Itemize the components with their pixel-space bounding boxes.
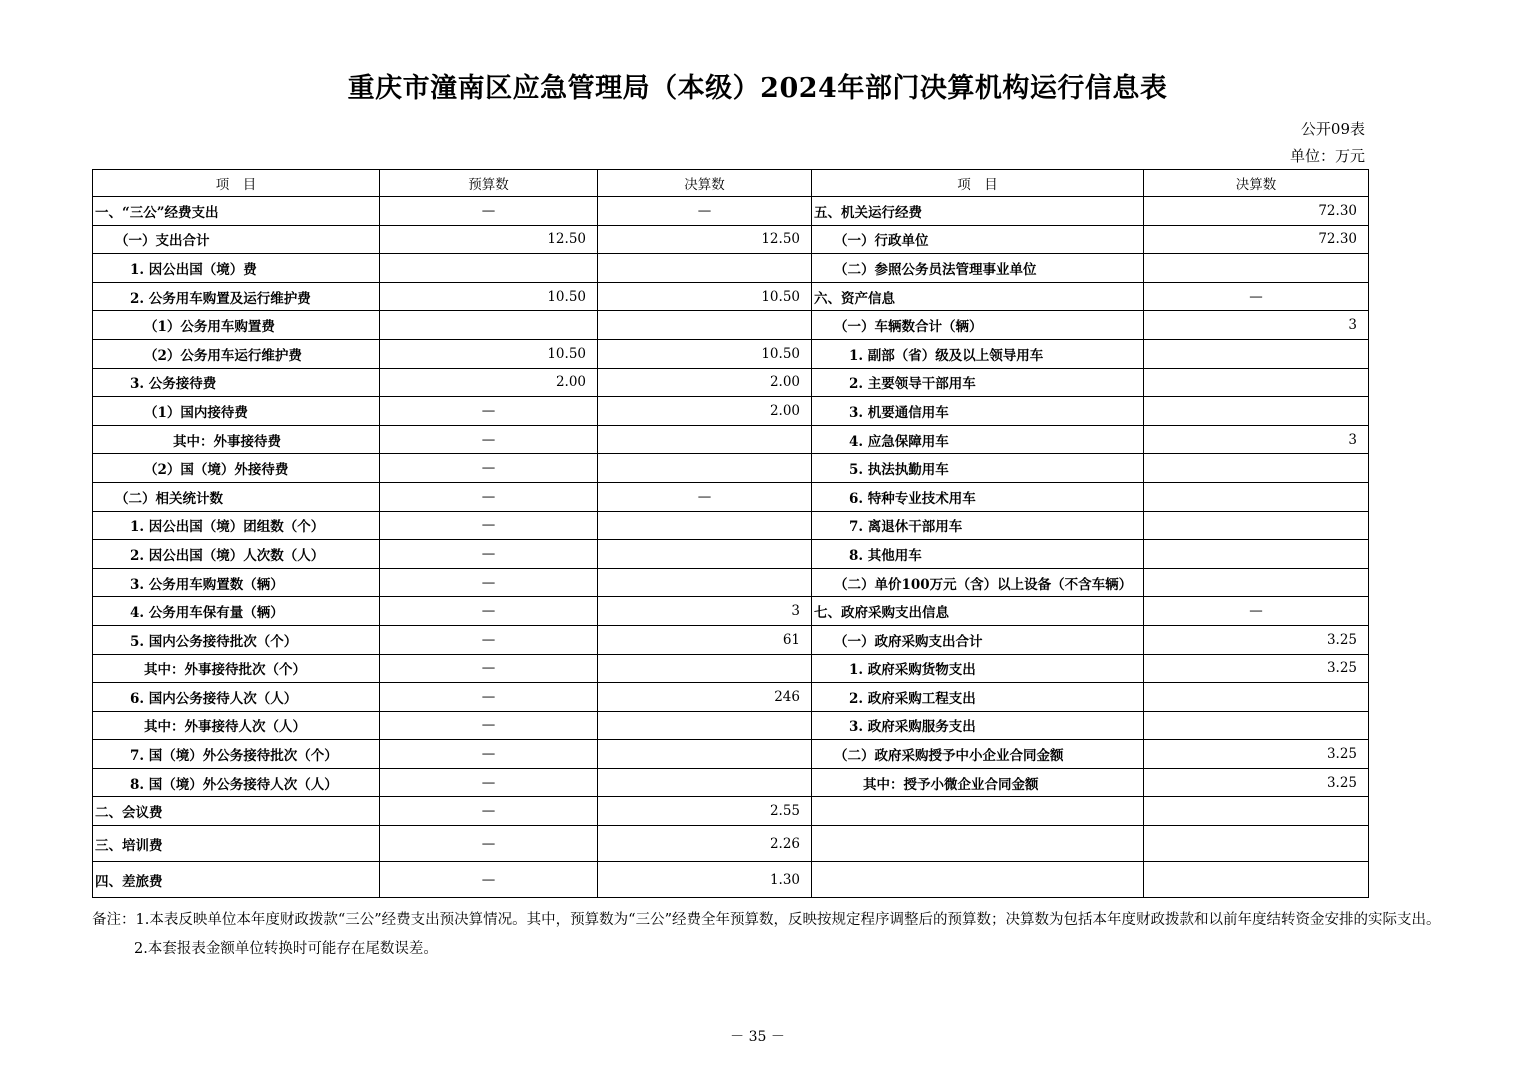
left-item-cell: （2）公务用车运行维护费	[93, 339, 380, 368]
final-cell-right	[1144, 254, 1369, 283]
final-cell-left: 3	[598, 597, 812, 626]
right-item-cell: 3. 机要通信用车	[812, 397, 1144, 426]
right-item-cell: 其中：授予小微企业合同金额	[812, 768, 1144, 797]
note-1: 备注：1.本表反映单位本年度财政拨款“三公”经费支出预决算情况。其中，预算数为“三公”经费全年预算数，反映按规定程序调整后的预算数；决算数为包括本年度财政拨款和以前年度结转资金安排的实际支出。	[92, 912, 1441, 928]
budget-cell: —	[380, 511, 598, 540]
left-item-cell: 四、差旅费	[93, 862, 380, 898]
budget-cell	[380, 311, 598, 340]
right-item-cell: （一）车辆数合计（辆）	[812, 311, 1144, 340]
budget-cell: 10.50	[380, 339, 598, 368]
final-cell-right	[1144, 711, 1369, 740]
budget-cell: —	[380, 826, 598, 862]
table-row	[93, 511, 1369, 540]
left-item-cell: 8. 国（境）外公务接待人次（人）	[93, 768, 380, 797]
left-item-cell: 其中：外事接待人次（人）	[93, 711, 380, 740]
left-item-cell: 三、培训费	[93, 826, 380, 862]
final-cell-left: 12.50	[598, 225, 812, 254]
header-final-right: 决算数	[1144, 170, 1369, 197]
right-item-cell: 7. 离退休干部用车	[812, 511, 1144, 540]
table-row	[93, 397, 1369, 426]
header-final-left: 决算数	[598, 170, 812, 197]
page-title: 重庆市潼南区应急管理局（本级）2024年部门决算机构运行信息表	[347, 73, 1168, 104]
header-item-right: 项 目	[812, 170, 1144, 197]
table-row	[93, 197, 1369, 226]
right-item-cell: 3. 政府采购服务支出	[812, 711, 1144, 740]
right-item-cell: 六、资产信息	[812, 282, 1144, 311]
final-cell-right: 3	[1144, 311, 1369, 340]
final-cell-left	[598, 254, 812, 283]
final-cell-left: 1.30	[598, 862, 812, 898]
right-item-cell: （一）行政单位	[812, 225, 1144, 254]
table-row	[93, 482, 1369, 511]
right-item-cell: 2. 政府采购工程支出	[812, 683, 1144, 712]
budget-cell: —	[380, 454, 598, 483]
final-cell-left	[598, 511, 812, 540]
left-item-cell: 1. 因公出国（境）团组数（个）	[93, 511, 380, 540]
table-row	[93, 862, 1369, 898]
left-item-cell: 6. 国内公务接待人次（人）	[93, 683, 380, 712]
final-cell-left	[598, 740, 812, 769]
table-row	[93, 768, 1369, 797]
left-item-cell: 3. 公务接待费	[93, 368, 380, 397]
final-cell-right: 3.25	[1144, 768, 1369, 797]
budget-cell: —	[380, 625, 598, 654]
right-item-cell	[812, 826, 1144, 862]
left-item-cell: 2. 公务用车购置及运行维护费	[93, 282, 380, 311]
final-cell-right	[1144, 797, 1369, 826]
budget-cell: —	[380, 597, 598, 626]
budget-cell: 12.50	[380, 225, 598, 254]
final-cell-left: 246	[598, 683, 812, 712]
note-2: 2.本套报表金额单位转换时可能存在尾数误差。	[134, 941, 438, 957]
left-item-cell: 3. 公务用车购置数（辆）	[93, 568, 380, 597]
table-row	[93, 540, 1369, 569]
table-row	[93, 339, 1369, 368]
budget-cell: —	[380, 862, 598, 898]
right-item-cell: （二）参照公务员法管理事业单位	[812, 254, 1144, 283]
final-cell-right	[1144, 454, 1369, 483]
final-cell-left: —	[598, 482, 812, 511]
notes	[92, 906, 1472, 964]
table-row	[93, 711, 1369, 740]
budget-cell: 2.00	[380, 368, 598, 397]
final-cell-left	[598, 711, 812, 740]
right-item-cell: （二）政府采购授予中小企业合同金额	[812, 740, 1144, 769]
final-cell-left	[598, 311, 812, 340]
final-cell-left: 2.00	[598, 397, 812, 426]
budget-cell: —	[380, 654, 598, 683]
budget-cell: —	[380, 397, 598, 426]
final-cell-right	[1144, 368, 1369, 397]
left-item-cell: 4. 公务用车保有量（辆）	[93, 597, 380, 626]
left-item-cell: （1）国内接待费	[93, 397, 380, 426]
budget-cell: —	[380, 711, 598, 740]
right-item-cell: 6. 特种专业技术用车	[812, 482, 1144, 511]
final-cell-right	[1144, 540, 1369, 569]
budget-table	[92, 169, 1369, 898]
budget-cell: —	[380, 425, 598, 454]
right-item-cell: （二）单价100万元（含）以上设备（不含车辆）	[812, 568, 1144, 597]
final-cell-left: —	[598, 197, 812, 226]
final-cell-right: 3.25	[1144, 740, 1369, 769]
header-item-left: 项 目	[93, 170, 380, 197]
right-item-cell	[812, 797, 1144, 826]
final-cell-right	[1144, 339, 1369, 368]
budget-cell: —	[380, 683, 598, 712]
budget-cell: —	[380, 740, 598, 769]
right-item-cell: 8. 其他用车	[812, 540, 1144, 569]
left-item-cell: （一）支出合计	[93, 225, 380, 254]
right-item-cell: 5. 执法执勤用车	[812, 454, 1144, 483]
table-row	[93, 568, 1369, 597]
final-cell-right: 72.30	[1144, 197, 1369, 226]
final-cell-right: 72.30	[1144, 225, 1369, 254]
final-cell-left	[598, 568, 812, 597]
right-item-cell: （一）政府采购支出合计	[812, 625, 1144, 654]
budget-cell	[380, 254, 598, 283]
table-row	[93, 282, 1369, 311]
right-item-cell: 4. 应急保障用车	[812, 425, 1144, 454]
table-code: 公开09表	[1300, 120, 1365, 138]
final-cell-left	[598, 540, 812, 569]
final-cell-right	[1144, 482, 1369, 511]
table-header-row	[93, 170, 1369, 197]
table-row	[93, 740, 1369, 769]
final-cell-left: 2.26	[598, 826, 812, 862]
table-row	[93, 425, 1369, 454]
final-cell-right	[1144, 862, 1369, 898]
budget-cell: —	[380, 197, 598, 226]
final-cell-right	[1144, 511, 1369, 540]
right-item-cell: 1. 副部（省）级及以上领导用车	[812, 339, 1144, 368]
final-cell-left: 61	[598, 625, 812, 654]
header-budget: 预算数	[380, 170, 598, 197]
left-item-cell: 二、会议费	[93, 797, 380, 826]
final-cell-right	[1144, 683, 1369, 712]
left-item-cell: （2）国（境）外接待费	[93, 454, 380, 483]
table-row	[93, 683, 1369, 712]
budget-cell: —	[380, 768, 598, 797]
final-cell-left: 10.50	[598, 339, 812, 368]
table-row	[93, 797, 1369, 826]
table-row	[93, 225, 1369, 254]
left-item-cell: 1. 因公出国（境）费	[93, 254, 380, 283]
final-cell-left: 2.55	[598, 797, 812, 826]
right-item-cell	[812, 862, 1144, 898]
final-cell-right: 3	[1144, 425, 1369, 454]
right-item-cell: 2. 主要领导干部用车	[812, 368, 1144, 397]
left-item-cell: 5. 国内公务接待批次（个）	[93, 625, 380, 654]
final-cell-right: —	[1144, 282, 1369, 311]
left-item-cell: 2. 因公出国（境）人次数（人）	[93, 540, 380, 569]
table-row	[93, 826, 1369, 862]
right-item-cell: 七、政府采购支出信息	[812, 597, 1144, 626]
final-cell-right	[1144, 397, 1369, 426]
left-item-cell: （二）相关统计数	[93, 482, 380, 511]
right-item-cell: 五、机关运行经费	[812, 197, 1144, 226]
final-cell-left	[598, 768, 812, 797]
page-number: － 35 －	[730, 1029, 785, 1045]
final-cell-left	[598, 425, 812, 454]
budget-cell: —	[380, 568, 598, 597]
final-cell-right: 3.25	[1144, 654, 1369, 683]
budget-cell: —	[380, 482, 598, 511]
left-item-cell: 其中：外事接待费	[93, 425, 380, 454]
final-cell-right	[1144, 826, 1369, 862]
table-row	[93, 625, 1369, 654]
final-cell-left: 10.50	[598, 282, 812, 311]
table-row	[93, 454, 1369, 483]
left-item-cell: 其中：外事接待批次（个）	[93, 654, 380, 683]
right-item-cell: 1. 政府采购货物支出	[812, 654, 1144, 683]
final-cell-right: —	[1144, 597, 1369, 626]
left-item-cell: 一、“三公”经费支出	[93, 197, 380, 226]
table-row	[93, 311, 1369, 340]
left-item-cell: 7. 国（境）外公务接待批次（个）	[93, 740, 380, 769]
table-row	[93, 254, 1369, 283]
table-row	[93, 654, 1369, 683]
final-cell-left	[598, 654, 812, 683]
budget-cell: —	[380, 540, 598, 569]
budget-cell: 10.50	[380, 282, 598, 311]
table-row	[93, 597, 1369, 626]
final-cell-left: 2.00	[598, 368, 812, 397]
table-row	[93, 368, 1369, 397]
unit-label: 单位：万元	[1289, 147, 1365, 165]
final-cell-right: 3.25	[1144, 625, 1369, 654]
final-cell-left	[598, 454, 812, 483]
left-item-cell: （1）公务用车购置费	[93, 311, 380, 340]
final-cell-right	[1144, 568, 1369, 597]
budget-cell: —	[380, 797, 598, 826]
